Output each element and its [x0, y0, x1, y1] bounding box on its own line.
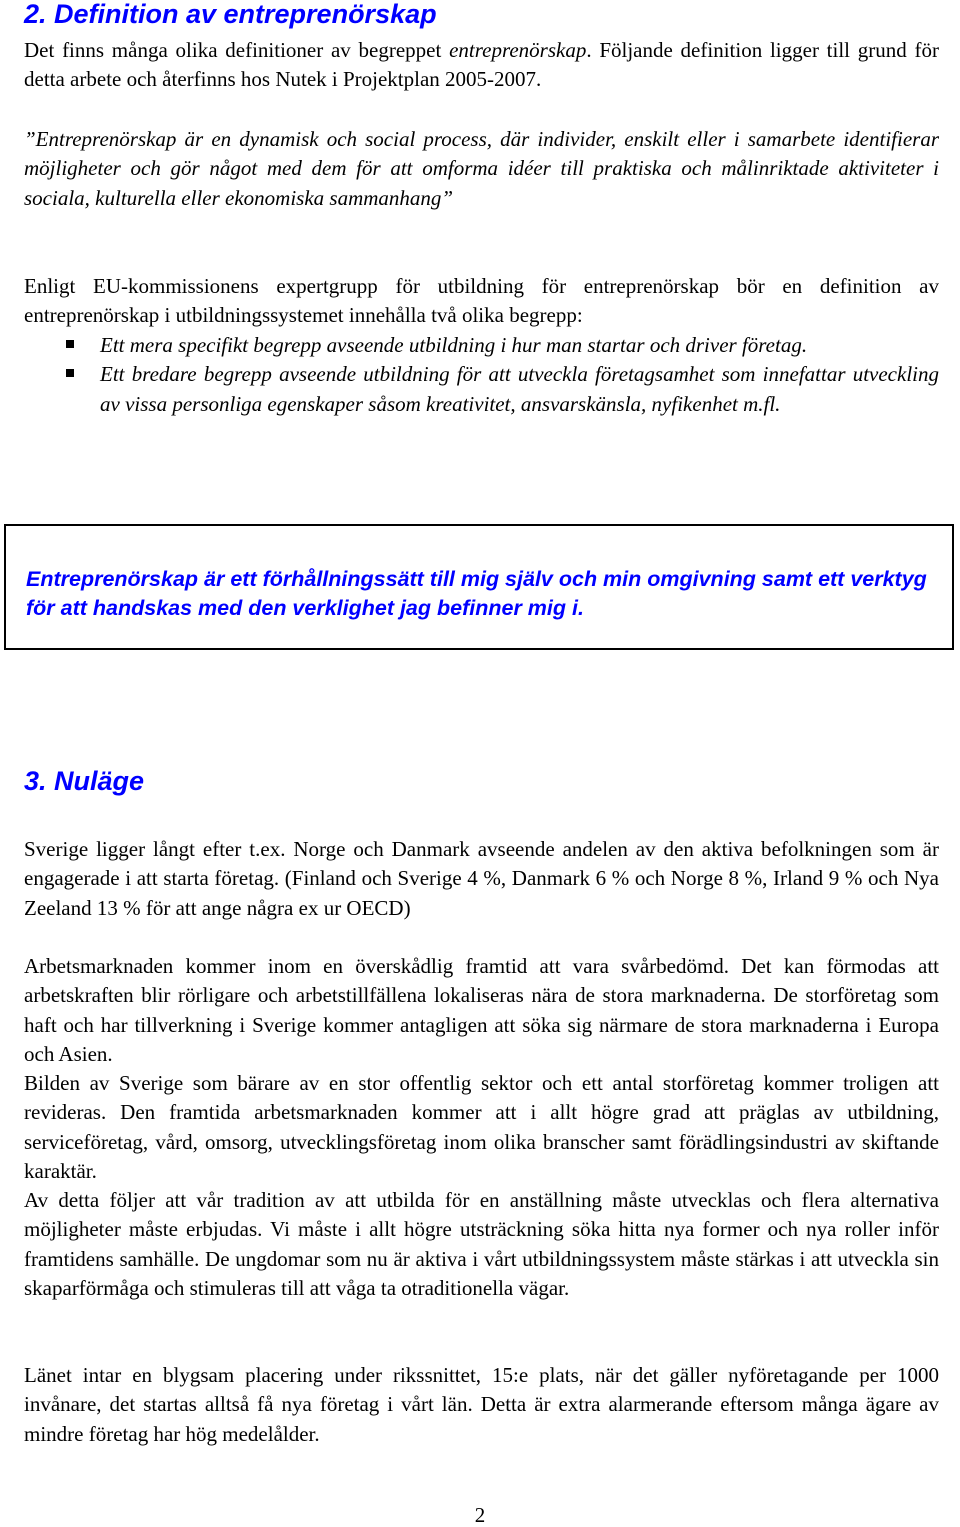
intro-text-end: . Följande definition ligger till grund för detta arbete och återfinns hos Nutek i Projektplan 2005-2007. [24, 38, 939, 92]
square-bullet-icon [66, 369, 74, 377]
eu-paragraph: Enligt EU-kommissionens expertgrupp för utbildning för entreprenörskap bör en definition av entreprenörskap i utbildningssystemet innehålla två olika begrepp: [24, 274, 939, 328]
bullet-text: Ett bredare begrepp avseende utbildning för att utveckla företagsamhet som innefattar utveckling av vissa personliga egenskaper såsom kreativitet, ansvarskänsla, nyfikenhet m.fl. [100, 362, 939, 416]
intro-term: entreprenörskap [449, 38, 587, 62]
nulage-paragraph-1: Sverige ligger långt efter t.ex. Norge och Danmark avseende andelen av den aktiva befolkningen som är engagerade i att starta företag. (Finland och Sverige 4 %, Danmark 6 % och Norge 8 %, Irland 9 % och Nya Zeeland 13 % för att ange några ex ur OECD) [24, 837, 939, 920]
nulage-paragraph-2: Arbetsmarknaden kommer inom en överskådlig framtid att vara svårbedömd. Det kan förmodas att arbetskraften blir rörligare och arbetstillfällena lokaliseras nära de stora marknaderna. De storföretag som haft och har tillverkning i Sverige kommer antagligen att söka sig närmare de stora marknaderna i Europa och Asien. [24, 954, 939, 1066]
definition-quote: ”Entreprenörskap är en dynamisk och social process, där individer, enskilt eller i samarbete identifierar möjligheter och gör något med dem för att omforma idéer till praktiska och målinriktade aktiviteter i sociala, kulturella eller ekonomiska sammanhang” [24, 127, 939, 210]
bullet-item [24, 360, 939, 419]
bullet-item [24, 331, 939, 360]
callout-box [4, 524, 954, 650]
nulage-paragraph-3: Bilden av Sverige som bärare av en stor offentlig sektor och ett antal storföretag kommer troligen att revideras. Den framtida arbetsmarknaden kommer att i allt högre grad att präglas av utbildning, serviceföretag, vård, omsorg, utvecklingsföretag inom olika branscher samt förädlingsindustri av skiftande karaktär. [24, 1071, 939, 1183]
definition-intro [24, 36, 939, 95]
callout-text: Entreprenörskap är ett förhållningssätt till mig själv och min omgivning samt ett verktyg för att handskas med den verklighet jag befinner mig i. [26, 567, 927, 620]
section-2-heading: 2. Definition av entreprenörskap [24, 0, 437, 29]
bullet-text: Ett mera specifikt begrepp avseende utbildning i hur man startar och driver företag. [100, 333, 808, 357]
section-3-heading: 3. Nuläge [24, 766, 145, 796]
page-number: 2 [474, 1503, 486, 1527]
nulage-paragraph-5: Länet intar en blygsam placering under rikssnittet, 15:e plats, när det gäller nyföretagande per 1000 invånare, det startas alltså få nya företag i vårt län. Detta är extra alarmerande eftersom många ägare av mindre företag har hög medelålder. [24, 1363, 939, 1446]
square-bullet-icon [66, 340, 74, 348]
bullet-list [24, 331, 939, 419]
intro-text-start: Det finns många olika definitioner av begreppet [24, 38, 450, 62]
nulage-paragraph-4: Av detta följer att vår tradition av att utbilda för en anställning måste utvecklas och flera alternativa möjligheter måste erbjudas. Vi måste i allt högre utsträckning söka hitta nya former och nya roller inför framtidens samhälle. De ungdomar som nu är aktiva i vårt utbildningssystem måste stärkas i att utveckla sin skaparförmåga och stimuleras till att våga ta otraditionella vägar. [24, 1188, 939, 1300]
